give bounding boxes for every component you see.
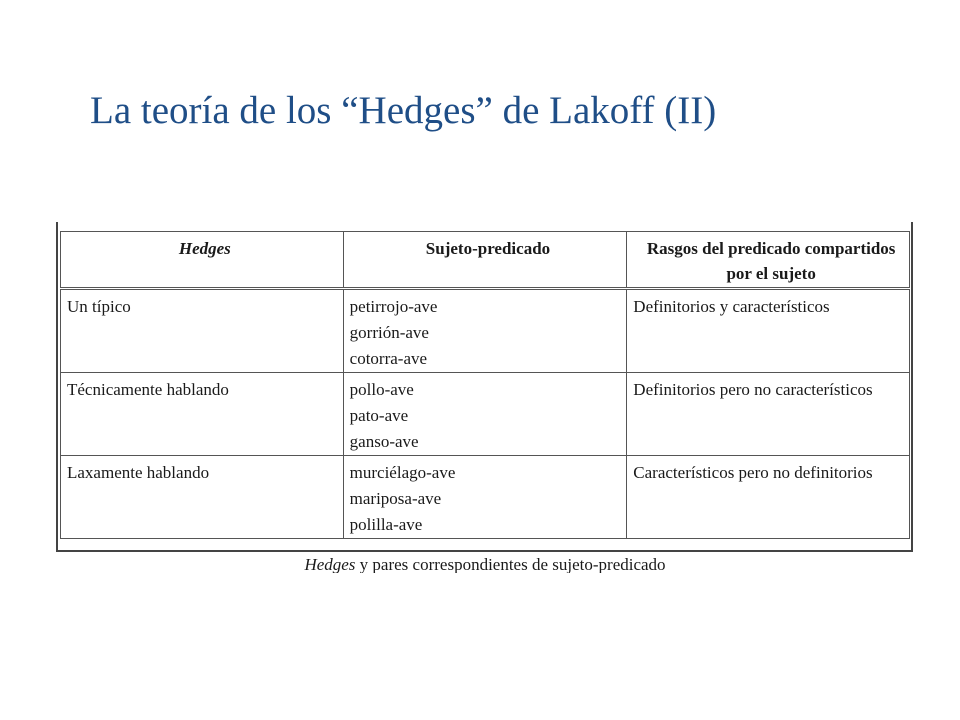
pair-item: gorrión-ave	[349, 323, 429, 342]
caption-text: y pares correspondientes de sujeto-predicado	[355, 555, 666, 573]
traits-cell: Definitorios pero no característicos	[627, 373, 910, 456]
pair-item: mariposa-ave	[349, 489, 442, 508]
table-row	[61, 373, 910, 456]
pairs-cell	[343, 373, 627, 456]
table-row	[61, 289, 910, 373]
header-shared-traits	[627, 232, 910, 289]
pair-item: pato-ave	[349, 406, 409, 425]
traits-cell: Característicos pero no definitorios	[627, 456, 910, 539]
table-caption	[56, 554, 914, 573]
pair-item: pollo-ave	[349, 380, 414, 399]
header-hedges: Hedges	[61, 232, 344, 289]
pair-item: murciélago-ave	[349, 463, 456, 482]
hedges-table	[60, 231, 910, 539]
table-header-row	[61, 232, 910, 289]
pairs-cell	[343, 289, 627, 373]
pair-item: polilla-ave	[349, 515, 423, 534]
header-shared-traits-line1: Rasgos del predicado compartidos	[646, 239, 896, 258]
pair-item: ganso-ave	[349, 432, 419, 451]
pairs-cell	[343, 456, 627, 539]
table-figure	[56, 222, 914, 573]
header-shared-traits-line2: por el sujeto	[726, 264, 816, 283]
pair-item: petirrojo-ave	[349, 297, 438, 316]
hedge-cell: Técnicamente hablando	[61, 373, 344, 456]
caption-italic: Hedges	[304, 555, 356, 573]
hedge-cell: Un típico	[61, 289, 344, 373]
pair-item: cotorra-ave	[349, 349, 428, 368]
table-row	[61, 456, 910, 539]
header-subject-predicate: Sujeto-predicado	[343, 232, 627, 289]
hedge-cell: Laxamente hablando	[61, 456, 344, 539]
slide-title: La teoría de los “Hedges” de Lakoff (II)	[90, 89, 717, 132]
traits-cell: Definitorios y característicos	[627, 289, 910, 373]
